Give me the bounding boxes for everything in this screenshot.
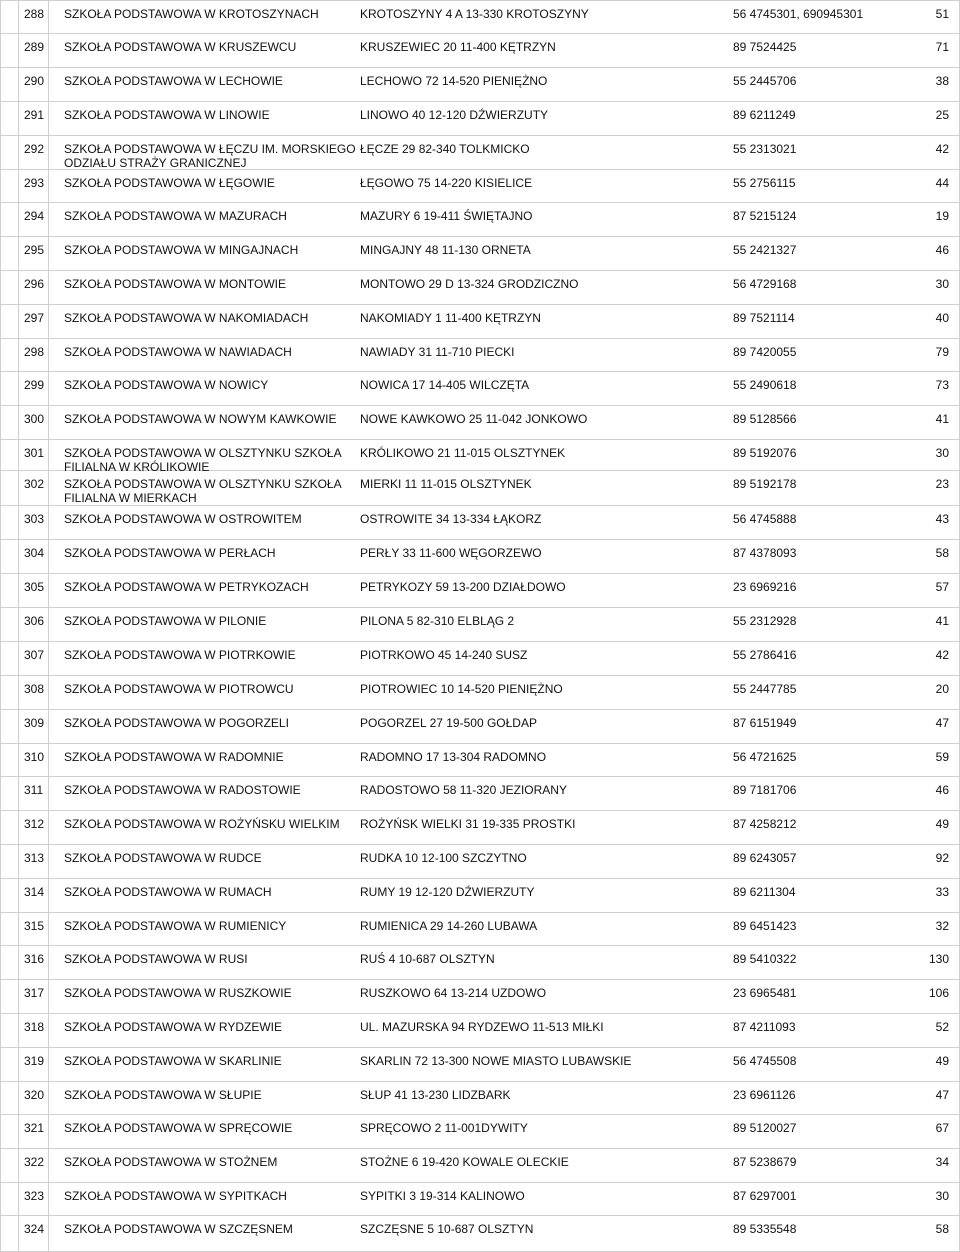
school-address: PERŁY 33 11-600 WĘGORZEWO bbox=[360, 546, 542, 560]
row-number: 323 bbox=[24, 1189, 45, 1203]
school-name bbox=[64, 648, 296, 662]
school-address: POGORZEL 27 19-500 GOŁDAP bbox=[360, 716, 537, 730]
school-name-line: SZKOŁA PODSTAWOWA W LECHOWIE bbox=[64, 74, 283, 88]
pupil-count: 42 bbox=[935, 648, 949, 662]
row-number: 314 bbox=[24, 885, 45, 899]
row-number: 311 bbox=[24, 783, 44, 797]
row-number: 315 bbox=[24, 919, 45, 933]
row-rule bbox=[0, 709, 960, 710]
row-number: 317 bbox=[24, 986, 45, 1000]
school-phone: 56 4729168 bbox=[733, 277, 797, 291]
school-name bbox=[64, 142, 356, 170]
pupil-count: 71 bbox=[935, 40, 949, 54]
pupil-count: 46 bbox=[935, 783, 949, 797]
row-rule bbox=[0, 979, 960, 980]
school-phone: 87 4258212 bbox=[733, 817, 797, 831]
school-name bbox=[64, 512, 302, 526]
school-name-line: SZKOŁA PODSTAWOWA W RADOSTOWIE bbox=[64, 783, 301, 797]
row-rule bbox=[0, 505, 960, 506]
school-address: PILONA 5 82-310 ELBLĄG 2 bbox=[360, 614, 515, 628]
school-name-line: SZKOŁA PODSTAWOWA W PERŁACH bbox=[64, 546, 276, 560]
row-number: 309 bbox=[24, 716, 45, 730]
row-rule bbox=[0, 1047, 960, 1048]
row-number: 300 bbox=[24, 412, 45, 426]
row-number: 305 bbox=[24, 580, 45, 594]
school-name bbox=[64, 783, 301, 797]
school-address: LINOWO 40 12-120 DŹWIERZUTY bbox=[360, 108, 549, 122]
school-name-line: SZKOŁA PODSTAWOWA W PILONIE bbox=[64, 614, 267, 628]
pupil-count: 43 bbox=[935, 512, 949, 526]
school-name bbox=[64, 1054, 282, 1068]
school-name-line: SZKOŁA PODSTAWOWA W MAZURACH bbox=[64, 209, 287, 223]
row-rule bbox=[0, 878, 960, 879]
pupil-count: 67 bbox=[935, 1121, 949, 1135]
row-number: 291 bbox=[24, 108, 45, 122]
pupil-count: 49 bbox=[935, 1054, 949, 1068]
school-phone: 23 6965481 bbox=[733, 986, 797, 1000]
row-number: 294 bbox=[24, 209, 45, 223]
row-number: 298 bbox=[24, 345, 45, 359]
school-name-line: SZKOŁA PODSTAWOWA W MINGAJNACH bbox=[64, 243, 299, 257]
school-phone: 87 4378093 bbox=[733, 546, 797, 560]
row-number: 302 bbox=[24, 477, 45, 491]
row-rule bbox=[0, 135, 960, 136]
school-name bbox=[64, 412, 336, 426]
row-rule bbox=[0, 304, 960, 305]
row-rule bbox=[0, 1081, 960, 1082]
school-name-line: SZKOŁA PODSTAWOWA W PIOTROWCU bbox=[64, 682, 294, 696]
school-phone: 89 7181706 bbox=[733, 783, 797, 797]
row-rule bbox=[0, 573, 960, 574]
school-name bbox=[64, 885, 272, 899]
school-address: MINGAJNY 48 11-130 ORNETA bbox=[360, 243, 531, 257]
school-name bbox=[64, 546, 276, 560]
school-name bbox=[64, 477, 342, 505]
pupil-count: 23 bbox=[935, 477, 949, 491]
school-name-line: SZKOŁA PODSTAWOWA W RUDCE bbox=[64, 851, 262, 865]
pupil-count: 52 bbox=[935, 1020, 949, 1034]
school-name bbox=[64, 209, 287, 223]
school-phone: 89 6211304 bbox=[733, 885, 796, 899]
row-rule bbox=[0, 844, 960, 845]
school-name-line: SZKOŁA PODSTAWOWA W NAKOMIADACH bbox=[64, 311, 309, 325]
school-name bbox=[64, 919, 286, 933]
school-name-line: SZKOŁA PODSTAWOWA W KRUSZEWCU bbox=[64, 40, 297, 54]
school-phone: 56 4745508 bbox=[733, 1054, 797, 1068]
school-address: KRÓLIKOWO 21 11-015 OLSZTYNEK bbox=[360, 446, 566, 460]
school-address: SŁUP 41 13-230 LIDZBARK bbox=[360, 1088, 511, 1102]
row-number: 290 bbox=[24, 74, 45, 88]
pupil-count: 49 bbox=[935, 817, 949, 831]
row-rule bbox=[0, 270, 960, 271]
school-name-line: SZKOŁA PODSTAWOWA W OSTROWITEM bbox=[64, 512, 302, 526]
pupil-count: 106 bbox=[928, 986, 949, 1000]
school-phone: 56 4721625 bbox=[733, 750, 797, 764]
school-phone: 55 2447785 bbox=[733, 682, 797, 696]
school-address: ŁĘCZE 29 82-340 TOLKMICKO bbox=[360, 142, 530, 156]
row-rule bbox=[0, 1013, 960, 1014]
school-phone: 89 5192178 bbox=[733, 477, 797, 491]
school-address: MAZURY 6 19-411 ŚWIĘTAJNO bbox=[360, 209, 533, 223]
school-phone: 89 5192076 bbox=[733, 446, 797, 460]
row-rule bbox=[0, 810, 960, 811]
school-name-line: SZKOŁA PODSTAWOWA W STOŻNEM bbox=[64, 1155, 278, 1169]
school-phone: 56 4745301, 690945301 bbox=[733, 7, 864, 21]
row-rule bbox=[0, 405, 960, 406]
school-phone: 89 5120027 bbox=[733, 1121, 797, 1135]
school-name bbox=[64, 7, 319, 21]
school-phone: 55 2445706 bbox=[733, 74, 797, 88]
row-rule bbox=[0, 607, 960, 608]
school-name-line: SZKOŁA PODSTAWOWA W POGORZELI bbox=[64, 716, 289, 730]
pupil-count: 42 bbox=[935, 142, 949, 156]
school-address: STOŻNE 6 19-420 KOWALE OLECKIE bbox=[360, 1155, 569, 1169]
row-number: 296 bbox=[24, 277, 45, 291]
school-phone: 89 6451423 bbox=[733, 919, 797, 933]
school-phone: 55 2312928 bbox=[733, 614, 797, 628]
school-name-line: SZKOŁA PODSTAWOWA W NAWIADACH bbox=[64, 345, 292, 359]
row-rule bbox=[0, 641, 960, 642]
school-name bbox=[64, 614, 266, 628]
school-name bbox=[64, 1020, 282, 1034]
school-name bbox=[64, 750, 284, 764]
school-address: OSTROWITE 34 13-334 ŁĄKORZ bbox=[360, 512, 542, 526]
school-address: RADOMNO 17 13-304 RADOMNO bbox=[360, 750, 547, 764]
pupil-count: 59 bbox=[935, 750, 949, 764]
row-number: 313 bbox=[24, 851, 45, 865]
school-name-line: SZKOŁA PODSTAWOWA W SZCZĘSNEM bbox=[64, 1222, 293, 1236]
row-number: 299 bbox=[24, 378, 45, 392]
school-address: UL. MAZURSKA 94 RYDZEWO 11-513 MIŁKI bbox=[360, 1020, 604, 1034]
school-phone: 87 6151949 bbox=[733, 716, 797, 730]
school-name bbox=[64, 716, 289, 730]
row-number: 297 bbox=[24, 311, 45, 325]
school-name-line: SZKOŁA PODSTAWOWA W PETRYKOZACH bbox=[64, 580, 309, 594]
row-number: 310 bbox=[24, 750, 45, 764]
row-rule bbox=[0, 776, 960, 777]
pupil-count: 40 bbox=[935, 311, 949, 325]
school-name bbox=[64, 40, 296, 54]
school-address: LECHOWO 72 14-520 PIENIĘŻNO bbox=[360, 74, 548, 88]
school-phone: 89 7521114 bbox=[733, 311, 795, 325]
row-number: 316 bbox=[24, 952, 45, 966]
row-number: 306 bbox=[24, 614, 45, 628]
school-address: NAWIADY 31 11-710 PIECKI bbox=[360, 345, 515, 359]
school-address: MIERKI 11 11-015 OLSZTYNEK bbox=[360, 477, 532, 491]
school-name-line: FILIALNA W MIERKACH bbox=[64, 491, 197, 505]
school-name-line: SZKOŁA PODSTAWOWA W RUSZKOWIE bbox=[64, 986, 292, 1000]
row-rule bbox=[0, 236, 960, 237]
column-rule bbox=[18, 0, 19, 1252]
school-name-line: SZKOŁA PODSTAWOWA W RYDZEWIE bbox=[64, 1020, 283, 1034]
school-phone: 55 2786416 bbox=[733, 648, 797, 662]
school-name-line: FILIALNA W KRÓLIKOWIE bbox=[64, 460, 210, 474]
school-phone: 89 5335548 bbox=[733, 1222, 797, 1236]
school-name bbox=[64, 682, 294, 696]
school-name bbox=[64, 243, 298, 257]
school-address: KRUSZEWIEC 20 11-400 KĘTRZYN bbox=[360, 40, 556, 54]
school-phone: 56 4745888 bbox=[733, 512, 797, 526]
school-name bbox=[64, 817, 340, 831]
row-number: 288 bbox=[24, 7, 45, 21]
row-rule bbox=[0, 539, 960, 540]
school-name bbox=[64, 580, 309, 594]
school-address: SKARLIN 72 13-300 NOWE MIASTO LUBAWSKIE bbox=[360, 1054, 632, 1068]
pupil-count: 92 bbox=[935, 851, 949, 865]
school-name bbox=[64, 378, 268, 392]
row-number: 324 bbox=[24, 1222, 45, 1236]
school-name-line: SZKOŁA PODSTAWOWA W PIOTRKOWIE bbox=[64, 648, 296, 662]
pupil-count: 79 bbox=[935, 345, 949, 359]
school-name bbox=[64, 1155, 277, 1169]
school-phone: 23 6969216 bbox=[733, 580, 797, 594]
pupil-count: 41 bbox=[935, 412, 949, 426]
school-address: SYPITKI 3 19-314 KALINOWO bbox=[360, 1189, 525, 1203]
row-number: 312 bbox=[24, 817, 45, 831]
school-phone: 87 4211093 bbox=[733, 1020, 796, 1034]
school-address: ROŻYŃSK WIELKI 31 19-335 PROSTKI bbox=[360, 817, 576, 831]
row-number: 318 bbox=[24, 1020, 45, 1034]
school-phone: 89 6243057 bbox=[733, 851, 797, 865]
school-name bbox=[64, 277, 286, 291]
row-number: 319 bbox=[24, 1054, 45, 1068]
school-phone: 89 7524425 bbox=[733, 40, 797, 54]
school-name-line: SZKOŁA PODSTAWOWA W NOWICY bbox=[64, 378, 269, 392]
pupil-count: 47 bbox=[935, 1088, 949, 1102]
row-number: 304 bbox=[24, 546, 45, 560]
school-phone: 55 2421327 bbox=[733, 243, 797, 257]
row-rule bbox=[0, 439, 960, 440]
pupil-count: 58 bbox=[935, 1222, 949, 1236]
pupil-count: 47 bbox=[935, 716, 949, 730]
school-name bbox=[64, 345, 292, 359]
pupil-count: 30 bbox=[935, 277, 949, 291]
school-address: RUŚ 4 10-687 OLSZTYN bbox=[360, 952, 495, 966]
school-phone: 87 5215124 bbox=[733, 209, 797, 223]
row-rule bbox=[0, 675, 960, 676]
school-phone: 87 5238679 bbox=[733, 1155, 797, 1169]
school-name bbox=[64, 108, 270, 122]
row-rule bbox=[0, 1114, 960, 1115]
pupil-count: 25 bbox=[935, 108, 949, 122]
pupil-count: 73 bbox=[935, 378, 949, 392]
school-name-line: SZKOŁA PODSTAWOWA W SŁUPIE bbox=[64, 1088, 262, 1102]
school-phone: 55 2756115 bbox=[733, 176, 796, 190]
school-name bbox=[64, 311, 308, 325]
school-name bbox=[64, 952, 248, 966]
school-name-line: SZKOŁA PODSTAWOWA W MONTOWIE bbox=[64, 277, 287, 291]
column-rule bbox=[48, 0, 49, 1252]
school-phone: 89 5128566 bbox=[733, 412, 797, 426]
school-name-line: SZKOŁA PODSTAWOWA W RADOMNIE bbox=[64, 750, 284, 764]
school-address: KROTOSZYNY 4 A 13-330 KROTOSZYNY bbox=[360, 7, 589, 21]
school-name-line: SZKOŁA PODSTAWOWA W SYPITKACH bbox=[64, 1189, 287, 1203]
school-name bbox=[64, 986, 292, 1000]
school-name-line: SZKOŁA PODSTAWOWA W SPRĘCOWIE bbox=[64, 1121, 293, 1135]
row-rule bbox=[0, 338, 960, 339]
row-rule bbox=[0, 371, 960, 372]
row-number: 293 bbox=[24, 176, 45, 190]
school-name-line: SZKOŁA PODSTAWOWA W OLSZTYNKU SZKOŁA bbox=[64, 477, 342, 491]
school-address: ŁĘGOWO 75 14-220 KISIELICE bbox=[360, 176, 533, 190]
school-name-line: SZKOŁA PODSTAWOWA W ŁĘGOWIE bbox=[64, 176, 275, 190]
pupil-count: 57 bbox=[935, 580, 949, 594]
school-name-line: SZKOŁA PODSTAWOWA W NOWYM KAWKOWIE bbox=[64, 412, 337, 426]
school-name bbox=[64, 74, 283, 88]
row-number: 307 bbox=[24, 648, 45, 662]
school-name-line: SZKOŁA PODSTAWOWA W ŁĘCZU IM. MORSKIEGO bbox=[64, 142, 356, 156]
school-name bbox=[64, 1222, 293, 1236]
pupil-count: 38 bbox=[935, 74, 949, 88]
row-number: 320 bbox=[24, 1088, 45, 1102]
row-rule bbox=[0, 101, 960, 102]
row-rule bbox=[0, 1182, 960, 1183]
school-name-line: ODZIAŁU STRAŻY GRANICZNEJ bbox=[64, 156, 247, 170]
school-address: PETRYKOZY 59 13-200 DZIAŁDOWO bbox=[360, 580, 566, 594]
row-number: 321 bbox=[24, 1121, 45, 1135]
school-name bbox=[64, 851, 262, 865]
school-name-line: SZKOŁA PODSTAWOWA W RUMIENICY bbox=[64, 919, 287, 933]
school-address: SZCZĘSNE 5 10-687 OLSZTYN bbox=[360, 1222, 534, 1236]
school-name-line: SZKOŁA PODSTAWOWA W RUSI bbox=[64, 952, 248, 966]
row-rule bbox=[0, 67, 960, 68]
row-rule bbox=[0, 1215, 960, 1216]
school-address: PIOTROWIEC 10 14-520 PIENIĘŻNO bbox=[360, 682, 563, 696]
school-name-line: SZKOŁA PODSTAWOWA W RUMACH bbox=[64, 885, 272, 899]
school-name bbox=[64, 1121, 292, 1135]
school-name-line: SZKOŁA PODSTAWOWA W LINOWIE bbox=[64, 108, 270, 122]
row-rule bbox=[0, 743, 960, 744]
pupil-count: 41 bbox=[935, 614, 949, 628]
pupil-count: 19 bbox=[935, 209, 949, 223]
pupil-count: 20 bbox=[935, 682, 949, 696]
school-phone: 89 6211249 bbox=[733, 108, 796, 122]
school-address: NOWE KAWKOWO 25 11-042 JONKOWO bbox=[360, 412, 588, 426]
row-number: 301 bbox=[24, 446, 45, 460]
pupil-count: 130 bbox=[928, 952, 949, 966]
school-name-line: SZKOŁA PODSTAWOWA W SKARLINIE bbox=[64, 1054, 282, 1068]
row-number: 295 bbox=[24, 243, 45, 257]
row-number: 289 bbox=[24, 40, 45, 54]
school-phone: 55 2490618 bbox=[733, 378, 797, 392]
pupil-count: 30 bbox=[935, 446, 949, 460]
school-name bbox=[64, 1189, 287, 1203]
school-name-line: SZKOŁA PODSTAWOWA W KROTOSZYNACH bbox=[64, 7, 319, 21]
school-address: NAKOMIADY 1 11-400 KĘTRZYN bbox=[360, 311, 541, 325]
row-rule bbox=[0, 912, 960, 913]
school-address: MONTOWO 29 D 13-324 GRODZICZNO bbox=[360, 277, 579, 291]
school-address: RUMY 19 12-120 DŹWIERZUTY bbox=[360, 885, 535, 899]
school-phone: 23 6961126 bbox=[733, 1088, 796, 1102]
school-address: PIOTRKOWO 45 14-240 SUSZ bbox=[360, 648, 528, 662]
school-name bbox=[64, 1088, 262, 1102]
school-address: RUDKA 10 12-100 SZCZYTNO bbox=[360, 851, 527, 865]
pupil-count: 46 bbox=[935, 243, 949, 257]
school-address: RADOSTOWO 58 11-320 JEZIORANY bbox=[360, 783, 567, 797]
school-name-line: SZKOŁA PODSTAWOWA W OLSZTYNKU SZKOŁA bbox=[64, 446, 342, 460]
school-name-line: SZKOŁA PODSTAWOWA W ROŻYŃSKU WIELKIM bbox=[64, 817, 340, 831]
school-address: NOWICA 17 14-405 WILCZĘTA bbox=[360, 378, 530, 392]
row-rule bbox=[0, 0, 960, 1]
school-name bbox=[64, 446, 342, 474]
pupil-count: 34 bbox=[935, 1155, 949, 1169]
row-rule bbox=[0, 945, 960, 946]
row-rule bbox=[0, 202, 960, 203]
school-phone: 89 5410322 bbox=[733, 952, 797, 966]
pupil-count: 58 bbox=[935, 546, 949, 560]
school-phone: 89 7420055 bbox=[733, 345, 797, 359]
school-phone: 55 2313021 bbox=[733, 142, 797, 156]
row-rule bbox=[0, 1148, 960, 1149]
row-rule bbox=[0, 33, 960, 34]
row-number: 308 bbox=[24, 682, 45, 696]
pupil-count: 30 bbox=[935, 1189, 949, 1203]
row-number: 292 bbox=[24, 142, 45, 156]
school-address: RUMIENICA 29 14-260 LUBAWA bbox=[360, 919, 538, 933]
pupil-count: 33 bbox=[935, 885, 949, 899]
school-phone: 87 6297001 bbox=[733, 1189, 797, 1203]
column-rule bbox=[0, 0, 1, 1252]
row-number: 303 bbox=[24, 512, 45, 526]
school-address: RUSZKOWO 64 13-214 UZDOWO bbox=[360, 986, 547, 1000]
pupil-count: 51 bbox=[935, 7, 949, 21]
school-name bbox=[64, 176, 275, 190]
pupil-count: 44 bbox=[935, 176, 949, 190]
row-number: 322 bbox=[24, 1155, 45, 1169]
school-address: SPRĘCOWO 2 11-001DYWITY bbox=[360, 1121, 528, 1135]
pupil-count: 32 bbox=[935, 919, 949, 933]
